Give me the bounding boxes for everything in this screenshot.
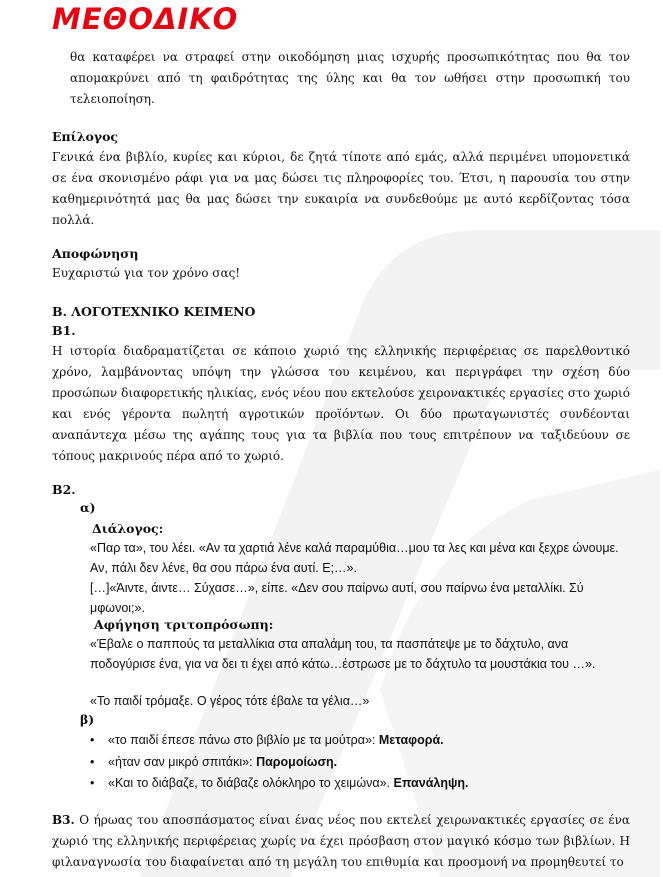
dialogue-quote-1: «Παρ τα», του λέει. «Αν τα χαρτιά λένε καλά παραμύθια…μου τα λες και μένα και ξεχρε ώνουμε. Αν, πάλι δεν λένε, θα σου πάρω ένα αυτί. Ε;…». bbox=[90, 541, 619, 575]
dialogue-heading: Διάλογος: bbox=[92, 521, 164, 536]
b2-a-label: α) bbox=[80, 500, 96, 515]
b3-paragraph bbox=[52, 810, 630, 873]
list-item bbox=[88, 773, 469, 795]
section-b-heading: Β. ΛΟΓΟΤΕΧΝΙΚΟ ΚΕΙΜΕΝΟ bbox=[52, 304, 256, 319]
figure-quote: «Και το διάβαζε, το διάβαζε ολόκληρο το χειμώνα». bbox=[108, 776, 391, 790]
b2-b-label: β) bbox=[80, 712, 95, 727]
narration-heading: Αφήγηση τριτοπρόσωπη: bbox=[94, 617, 274, 632]
figure-quote: «το παιδί έπεσε πάνω στο βιβλίο με τα μούτρα»: bbox=[108, 733, 376, 747]
epilogue-heading: Επίλογος bbox=[52, 129, 119, 144]
b1-text: Η ιστορία διαδραματίζεται σε κάποιο χωριό της ελληνικής περιφέρειας σε παρελθοντικό χρόνο, λαμβάνοντας υπόψη την γλώσσα του κειμένου, και περιγράφει την σχέση δύο προσώπων διαφορετικής ηλικίας, ενός νέου που εκτελούσε χειρονακτικές εργασίες στο χωριό και ενός γέροντα πωλητή αγροτικών προϊόντων. Οι δύο πρωταγωνιστές συνδέονται αναπάντεχα μέσω της αγάπης τους για τα βιβλία που τους επιτρέπουν να ταξιδεύουν σε τόπους μακρινούς πέρα από το χωριό. bbox=[52, 344, 630, 463]
dialogue-quote-2: […]«Άιντε, άιντε… Σύχασε…», είπε. «Δεν σου παίρνω αυτί, σου παίρνω ένα μεταλλίκι. Σύ μφωνοι;». bbox=[90, 581, 584, 615]
b2-heading: Β2. bbox=[52, 482, 76, 497]
intro-paragraph: θα καταφέρει να στραφεί στην οικοδόμηση μιας ισχυρής προσωπικότητας που θα τον απομακρύνει από τη φαιδρότητας της ύλης και θα τον ωθήσει στην προσωπική του τελειοποίηση. bbox=[70, 50, 630, 106]
figure-name: Επανάληψη. bbox=[393, 776, 469, 790]
b3-heading: Β3. bbox=[52, 813, 75, 827]
figure-name: Παρομοίωση. bbox=[256, 754, 338, 769]
narration-quote-1: «Έβαλε ο παππούς τα μεταλλίκια στα απαλάμη του, τα πασπάτεψε με το δάχτυλο, ανα ποδογύρισε ένα, για να δει τι έχει από κάτω…έστρωσε με το δάχτυλο τα μουστάκια του …». bbox=[90, 637, 596, 671]
epilogue-text: Γενικά ένα βιβλίο, κυρίες και κύριοι, δε ζητά τίποτε από εμάς, αλλά περιμένει υπομονετικά σε ένα σκονισμένο ράφι για να μας δώσει τις πληροφορίες του. Έτσι, η παρουσία του στην καθημερινότητά μας θα μας δώσει την ευκαιρία να συνδεθούμε με αυτό κερδίζοντας τόσα πολλά. bbox=[52, 150, 630, 227]
narration-quote-2: «Το παιδί τρόμαξε. Ο γέρος τότε έβαλε τα γέλια…» bbox=[90, 694, 370, 708]
figure-quote: «ήταν σαν μικρό σπιτάκι»: bbox=[108, 754, 253, 769]
farewell-text: Ευχαριστώ για τον χρόνο σας! bbox=[52, 266, 241, 280]
farewell-heading: Αποφώνηση bbox=[52, 246, 139, 261]
list-item bbox=[88, 752, 469, 774]
b3-text: Ο ήρωας του αποσπάσματος είναι ένας νέος που εκτελεί χειρωνακτικές εργασίες σε ένα χωριό της ελληνικής περιφέρειας χωρίς να έχει πρόσβαση στον μαγικό κόσμο των βιβλίων. Η φιλαναγνωσία του διαφαίνεται από τη μεγάλη του επιθυμία και προσμονή να προμηθευτεί το bbox=[52, 813, 630, 869]
figure-name: Μεταφορά. bbox=[378, 733, 444, 747]
figures-list bbox=[88, 730, 469, 795]
list-item bbox=[88, 730, 469, 752]
b1-heading: Β1. bbox=[52, 323, 76, 338]
brand-logo: ΜΕΘΟΔΙΚΟ bbox=[52, 2, 239, 36]
